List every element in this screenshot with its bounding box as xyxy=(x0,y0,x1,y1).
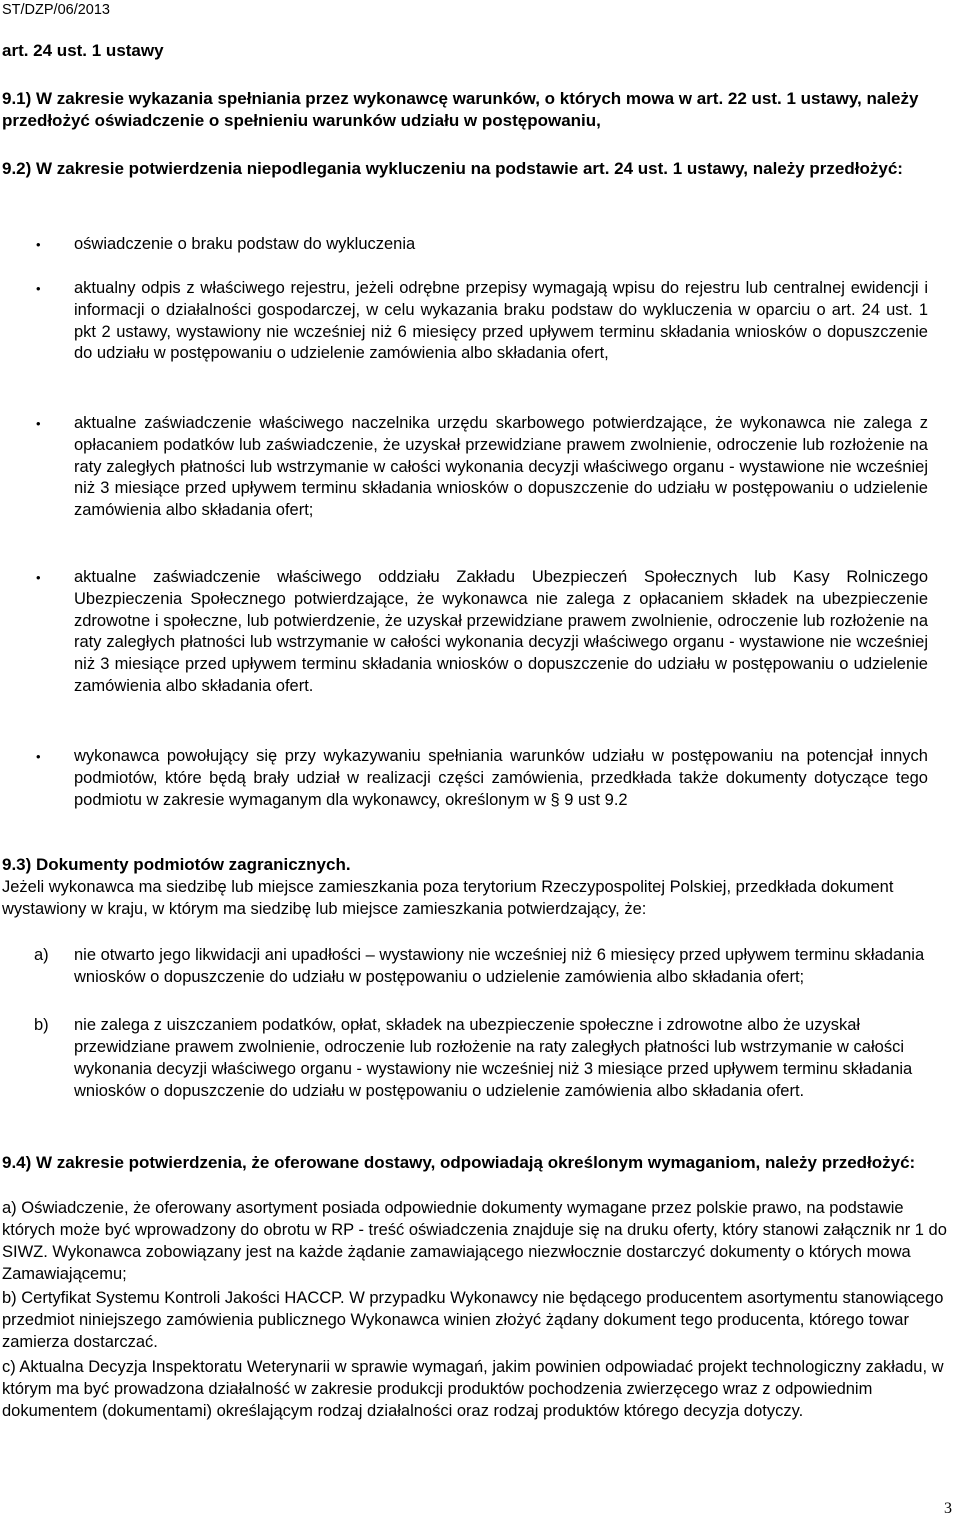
bullet-text: aktualne zaświadczenie właściwego oddziału Zakładu Ubezpieczeń Społecznych lub Kasy Rolniczego Ubezpieczenia Społecznego potwierdzające, że wykonawca nie zalega z opłacaniem składek na ubezpieczenie zdrowotne i społeczne, lub potwierdzenie, że uzyskał przewidziane prawem zwolnienie, odroczenie lub rozłożenie na raty zaległych płatności lub wstrzymanie w całości wykonania decyzji właściwego organu - wystawione nie wcześniej niż 3 miesiące przed upływem terminu składania wniosków o dopuszczenie do udziału w postępowaniu o udzielenie zamówienia albo składania ofert. xyxy=(74,568,928,695)
bullet-item xyxy=(36,413,928,522)
bullet-item xyxy=(36,278,928,365)
section-9-4-a: a) Oświadczenie, że oferowany asortyment posiada odpowiednie dokumenty wymagane przez polskie prawo, na podstawie których może być wprowadzony do obrotu w RP - treść oświadczenia znajduje się na druku oferty, który stanowi załącznik nr 1 do SIWZ. Wykonawca zobowiązany jest na każde żądanie zamawiającego niezwłocznie dostarczyć dokumenty o których mowa Zamawiającemu; xyxy=(2,1199,947,1283)
section-9-1: 9.1) W zakresie wykazania spełniania przez wykonawcę warunków, o których mowa w art. 22 ust. 1 ustawy, należy przedłożyć oświadczenie o spełnieniu warunków udziału w postępowaniu, xyxy=(2,89,919,130)
page-number: 3 xyxy=(944,1500,952,1517)
list-item-label: a) xyxy=(34,946,49,964)
bullet-item xyxy=(36,234,928,256)
document-reference: ST/DZP/06/2013 xyxy=(2,2,110,18)
section-9-4-b: b) Certyfikat Systemu Kontroli Jakości HACCP. W przypadku Wykonawcy nie będącego producentem asortymentu stanowiącego przedmiot niniejszego zamówienia publicznego Wykonawca winien złożyć żądany dokument tego producenta, którego towar zamierza dostarczać. xyxy=(2,1289,944,1351)
section-9-3-intro: Jeżeli wykonawca ma siedzibę lub miejsce zamieszkania poza terytorium Rzeczypospolitej Polskiej, przedkłada dokument wystawiony w kraju, w którym ma siedzibę lub miejsce zamieszkania potwierdzający, że: xyxy=(2,878,894,918)
list-item-text: nie otwarto jego likwidacji ani upadłości – wystawiony nie wcześniej niż 6 miesięcy przed upływem terminu składania wniosków o dopuszczenie do udziału w postępowaniu o udzielenie zamówienia albo składania ofert; xyxy=(74,946,925,986)
bullet-icon: • xyxy=(36,570,41,585)
bullet-icon: • xyxy=(36,749,41,764)
list-item xyxy=(34,944,946,988)
bullet-text: aktualny odpis z właściwego rejestru, jeżeli odrębne przepisy wymagają wpisu do rejestru lub centralnej ewidencji i informacji o działalności gospodarczej, w celu wykazania braku podstaw do wykluczenia w oparciu o art. 24 ust. 1 pkt 2 ustawy, wystawiony nie wcześniej niż 6 miesięcy przed upływem terminu składania wniosków o dopuszczenie do udziału w postępowaniu o udzielenie zamówienia albo składania ofert, xyxy=(74,279,928,363)
bullet-text: oświadczenie o braku podstaw do wykluczenia xyxy=(74,235,416,253)
list-item-text: nie zalega z uiszczaniem podatków, opłat, składek na ubezpieczenie społeczne i zdrowotne albo że uzyskał przewidziane prawem zwolnienie, odroczenie lub rozłożenie na raty zaległych płatności lub wstrzymanie w całości wykonania decyzji właściwego organu - wystawiony nie wcześniej niż 3 miesiące przed upływem terminu składania wniosków o dopuszczenie do udziału w postępowaniu o udzielenie zamówienia albo składania ofert. xyxy=(74,1016,913,1100)
bullet-icon: • xyxy=(36,237,41,252)
list-item-label: b) xyxy=(34,1016,49,1034)
bullet-item xyxy=(36,746,928,811)
section-9-3-title: 9.3) Dokumenty podmiotów zagranicznych. xyxy=(2,855,351,874)
section-9-2: 9.2) W zakresie potwierdzenia niepodlegania wykluczeniu na podstawie art. 24 ust. 1 ustawy, należy przedłożyć: xyxy=(2,159,903,178)
section-9-4-title: 9.4) W zakresie potwierdzenia, że oferowane dostawy, odpowiadają określonym wymaganiom, należy przedłożyć: xyxy=(2,1153,916,1172)
bullet-text: wykonawca powołujący się przy wykazywaniu spełniania warunków udziału w postępowaniu na potencjał innych podmiotów, które będą brały udział w realizacji części zamówienia, przedkłada także dokumenty dotyczące tego podmiotu w zakresie wymaganym dla wykonawcy, określonym w § 9 ust 9.2 xyxy=(74,747,928,809)
bullet-text: aktualne zaświadczenie właściwego naczelnika urzędu skarbowego potwierdzające, że wykonawca nie zalega z opłacaniem podatków lub zaświadczenie, że uzyskał przewidziane prawem zwolnienie, odroczenie lub rozłożenie na raty zaległych płatności lub wstrzymanie w całości wykonania decyzji właściwego organu - wystawione nie wcześniej niż 3 miesiące przed upływem terminu składania wniosków o dopuszczenie do udziału w postępowaniu o udzielenie zamówienia albo składania ofert; xyxy=(74,414,928,520)
bullet-icon: • xyxy=(36,416,41,431)
article-heading: art. 24 ust. 1 ustawy xyxy=(2,41,164,60)
bullet-icon: • xyxy=(36,281,41,296)
section-9-4-c: c) Aktualna Decyzja Inspektoratu Weterynarii w sprawie wymagań, jakim powinien odpowiadać projekt technologiczny zakładu, w którym ma być prowadzona działalność w zakresie produkcji produktów pochodzenia zwierzęcego wraz z odpowiednim dokumentem (dokumentami) określającym rodzaj działalności oraz rodzaj produktów którego decyzja dotyczy. xyxy=(2,1358,944,1420)
list-item xyxy=(34,1014,946,1102)
bullet-item xyxy=(36,567,928,698)
